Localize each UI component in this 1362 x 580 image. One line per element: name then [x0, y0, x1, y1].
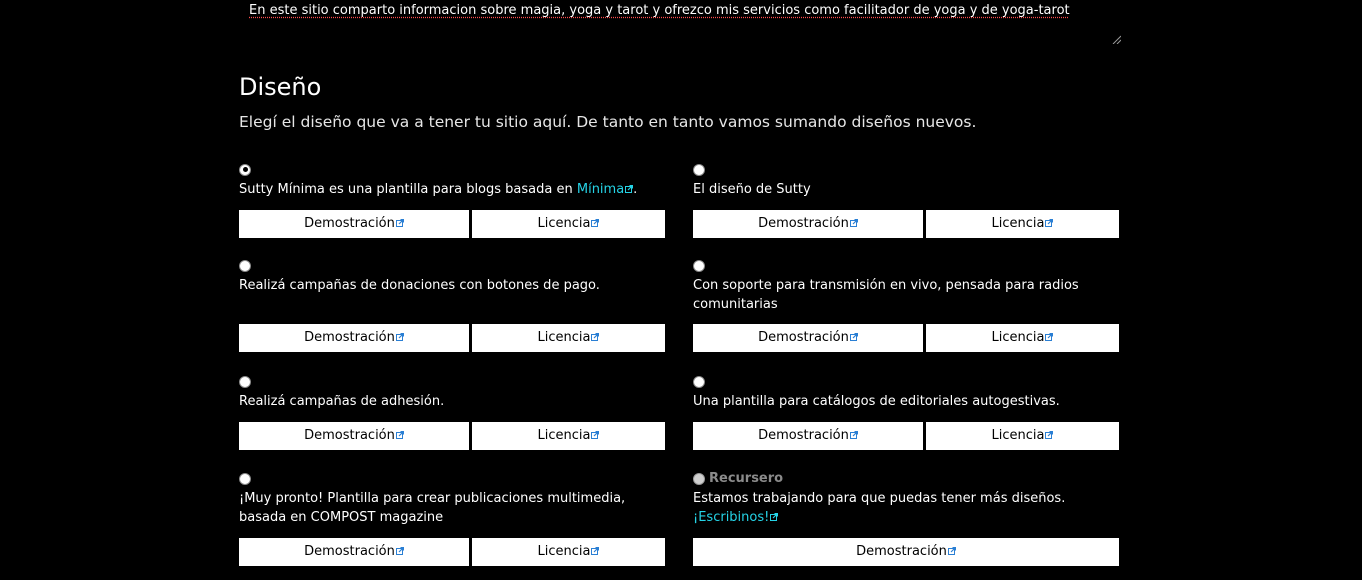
external-link-icon	[850, 431, 858, 439]
license-button[interactable]	[472, 422, 665, 450]
external-link-icon	[591, 547, 599, 555]
design-description: ¡Muy pronto! Plantilla para crear publicaciones multimedia, basada en COMPOST magazine	[239, 491, 626, 525]
license-button[interactable]	[926, 210, 1119, 238]
design-description	[239, 180, 665, 199]
demo-button[interactable]	[239, 538, 469, 566]
demo-button-label: Demostración	[758, 428, 849, 443]
demo-button[interactable]	[239, 422, 469, 450]
external-link-icon	[396, 219, 404, 227]
demo-button[interactable]	[239, 210, 469, 238]
license-button[interactable]	[926, 422, 1119, 450]
design-radio-radio[interactable]	[693, 260, 705, 272]
license-button[interactable]	[472, 324, 665, 352]
design-description: El diseño de Sutty	[693, 182, 811, 197]
design-option-adhesion	[239, 372, 665, 443]
demo-button[interactable]	[693, 324, 923, 352]
license-button-label: Licencia	[991, 330, 1045, 345]
demo-button[interactable]	[693, 538, 1119, 566]
design-radio-editorial[interactable]	[693, 376, 705, 388]
license-button-label: Licencia	[537, 216, 591, 231]
design-option-sutty	[693, 160, 1119, 231]
license-button-label: Licencia	[537, 544, 591, 559]
license-button[interactable]	[472, 538, 665, 566]
design-option-minima	[239, 160, 665, 231]
external-link-icon	[850, 219, 858, 227]
demo-button-label: Demostración	[304, 216, 395, 231]
external-link-icon	[770, 513, 778, 521]
resize-grip-icon[interactable]	[1111, 34, 1121, 44]
external-link-icon	[591, 333, 599, 341]
design-description: Una plantilla para catálogos de editoriales autogestivas.	[693, 394, 1060, 409]
site-description-textarea[interactable]	[239, 0, 1123, 46]
design-radio-sutty[interactable]	[693, 164, 705, 176]
external-link-icon	[1045, 431, 1053, 439]
external-link-icon	[396, 547, 404, 555]
design-option-radio	[693, 256, 1119, 345]
demo-button-label: Demostración	[304, 428, 395, 443]
license-button[interactable]	[472, 210, 665, 238]
design-description: Realizá campañas de donaciones con botones de pago.	[239, 278, 600, 293]
demo-button[interactable]	[693, 210, 923, 238]
external-link-icon	[625, 185, 633, 193]
external-link-icon	[396, 333, 404, 341]
design-description: Realizá campañas de adhesión.	[239, 394, 445, 409]
design-description	[693, 489, 1119, 527]
design-section-title: Diseño	[239, 73, 322, 101]
external-link-icon	[948, 547, 956, 555]
design-radio-donations[interactable]	[239, 260, 251, 272]
design-radio-recursero[interactable]	[693, 473, 705, 485]
design-option-recursero	[693, 469, 1119, 559]
license-button-label: Licencia	[537, 330, 591, 345]
external-link-icon	[591, 431, 599, 439]
demo-button-label: Demostración	[304, 544, 395, 559]
external-link-icon	[396, 431, 404, 439]
demo-button-label: Demostración	[758, 216, 849, 231]
external-link-icon	[1045, 333, 1053, 341]
site-description-text: En este sitio comparto informacion sobre magia, yoga y tarot y ofrezco mis servicios como facilitador de yoga y de yoga-tarot	[249, 3, 1070, 18]
license-button-label: Licencia	[537, 428, 591, 443]
demo-button-label: Demostración	[758, 330, 849, 345]
license-button[interactable]	[926, 324, 1119, 352]
design-description-text: Estamos trabajando para que puedas tener más diseños.	[693, 491, 1066, 506]
design-option-compost	[239, 469, 665, 559]
design-description-text: Sutty Mínima es una plantilla para blogs basada en	[239, 182, 577, 197]
design-name-recursero: Recursero	[709, 470, 784, 486]
demo-button-label: Demostración	[304, 330, 395, 345]
minima-link[interactable]	[577, 182, 633, 197]
contact-link-text: ¡Escribinos!	[693, 510, 770, 525]
contact-link[interactable]	[693, 510, 778, 525]
external-link-icon	[591, 219, 599, 227]
external-link-icon	[1045, 219, 1053, 227]
design-radio-compost[interactable]	[239, 473, 251, 485]
design-radio-minima[interactable]	[239, 164, 251, 176]
design-option-donations	[239, 256, 665, 345]
license-button-label: Licencia	[991, 428, 1045, 443]
design-description: Con soporte para transmisión en vivo, pensada para radios comunitarias	[693, 278, 1079, 312]
demo-button-label: Demostración	[856, 544, 947, 559]
minima-link-text: Mínima	[576, 182, 625, 197]
design-radio-adhesion[interactable]	[239, 376, 251, 388]
demo-button[interactable]	[239, 324, 469, 352]
external-link-icon	[850, 333, 858, 341]
demo-button[interactable]	[693, 422, 923, 450]
design-section-subtitle: Elegí el diseño que va a tener tu sitio aquí. De tanto en tanto vamos sumando diseños nuevos.	[239, 113, 977, 131]
design-option-editorial	[693, 372, 1119, 443]
design-description-suffix: .	[633, 182, 638, 197]
license-button-label: Licencia	[991, 216, 1045, 231]
